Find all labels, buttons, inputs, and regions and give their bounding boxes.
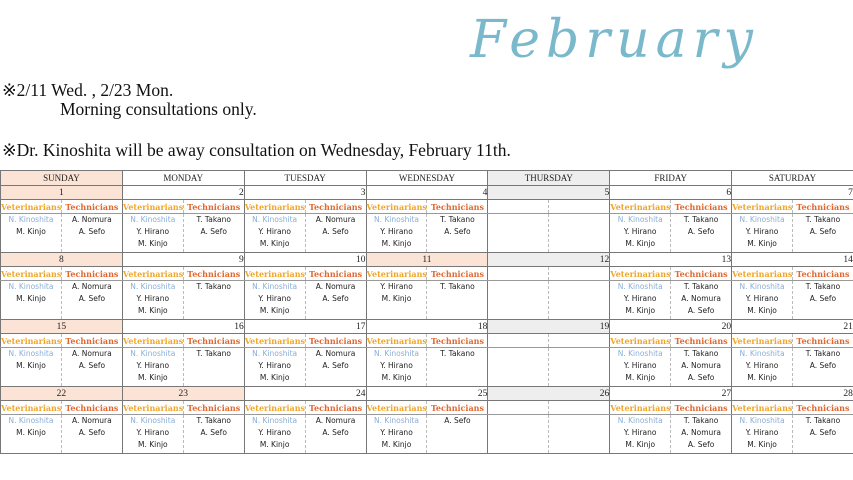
technicians-header: Technicians <box>793 267 853 281</box>
technician-list-21 <box>793 348 853 387</box>
technician-name: T. Takano <box>683 416 719 425</box>
veterinarians-header: Veterinarians <box>1 268 62 279</box>
date-number-14: 14 <box>732 253 853 267</box>
veterinarian-list-6 <box>610 214 671 253</box>
veterinarian-name: M. Kinjo <box>625 306 656 315</box>
veterinarian-name: N. Kinoshita <box>8 215 54 224</box>
veterinarians-header: Veterinarians <box>732 402 793 413</box>
technicians-header: Technicians <box>61 200 122 214</box>
technicians-header: Technicians <box>671 401 732 415</box>
technician-list-5 <box>549 214 610 253</box>
technician-list-7 <box>793 214 853 253</box>
veterinarian-name: Y. Hirano <box>745 428 779 437</box>
technician-list-20 <box>671 348 732 387</box>
technician-name: T. Takano <box>805 349 841 358</box>
veterinarian-name: M. Kinjo <box>16 428 46 437</box>
week-3-staff-row <box>1 348 853 387</box>
technicians-header: Technicians <box>671 334 732 348</box>
veterinarian-list-8 <box>1 281 62 320</box>
date-number-17: 17 <box>244 320 366 334</box>
technician-name: A. Sefo <box>687 373 715 382</box>
technician-list-8 <box>61 281 122 320</box>
veterinarian-list-16 <box>122 348 183 387</box>
veterinarian-name: Y. Hirano <box>136 294 170 303</box>
date-number-16: 16 <box>122 320 244 334</box>
veterinarian-name: Y. Hirano <box>136 361 170 370</box>
technician-list-10 <box>305 281 366 320</box>
veterinarian-name: M. Kinjo <box>16 361 46 370</box>
technician-name: A. Nomura <box>681 428 721 437</box>
veterinarians-header: Veterinarians <box>610 402 671 413</box>
technicians-header: Technicians <box>793 401 853 415</box>
veterinarian-name: Y. Hirano <box>380 227 413 236</box>
date-number-7: 7 <box>732 186 853 200</box>
veterinarians-header: Veterinarians <box>244 335 306 346</box>
technicians-header: Technicians <box>183 267 244 281</box>
technician-list-12 <box>549 281 610 320</box>
veterinarian-name: M. Kinjo <box>625 373 656 382</box>
veterinarian-list-2 <box>122 214 183 253</box>
veterinarian-list-21 <box>732 348 793 387</box>
notice-line-2: Morning consultations only. <box>60 99 257 119</box>
veterinarian-list-20 <box>610 348 671 387</box>
veterinarian-name: M. Kinjo <box>747 440 777 449</box>
technician-name: A. Sefo <box>322 294 349 303</box>
veterinarian-name: N. Kinoshita <box>739 349 785 358</box>
technician-name: A. Nomura <box>681 294 721 303</box>
veterinarian-list-4 <box>366 214 427 253</box>
technician-name: A. Sefo <box>78 428 106 437</box>
date-number-21: 21 <box>732 320 853 334</box>
technician-name: T. Takano <box>805 215 841 224</box>
date-number-18: 18 <box>366 320 488 334</box>
veterinarians-header: Veterinarians <box>1 201 62 212</box>
technician-list-18 <box>427 348 488 387</box>
veterinarian-list-1 <box>1 214 62 253</box>
week-2-role-header-row <box>1 267 853 281</box>
veterinarian-list-9 <box>122 281 183 320</box>
technician-name: A. Sefo <box>78 361 106 370</box>
veterinarian-name: N. Kinoshita <box>252 416 298 425</box>
role-header-empty <box>549 200 610 214</box>
technician-name: A. Sefo <box>78 227 106 236</box>
veterinarian-name: N. Kinoshita <box>373 215 419 224</box>
veterinarian-name: M. Kinjo <box>259 440 290 449</box>
week-4-staff-row <box>1 415 853 454</box>
date-number-3: 3 <box>244 186 366 200</box>
technician-name: T. Takano <box>683 282 719 291</box>
technician-list-26 <box>549 415 610 454</box>
veterinarians-header: Veterinarians <box>732 335 793 346</box>
veterinarian-list-24 <box>244 415 305 454</box>
veterinarians-header: Veterinarians <box>732 268 793 279</box>
date-number-22: 22 <box>1 387 123 401</box>
technicians-header: Technicians <box>427 267 488 281</box>
technician-name: T. Takano <box>440 215 475 224</box>
veterinarians-header: Veterinarians <box>1 335 62 346</box>
veterinarians-header: Veterinarians <box>1 402 62 413</box>
weekday-header-row <box>1 171 853 186</box>
veterinarian-name: M. Kinjo <box>259 373 290 382</box>
veterinarian-name: M. Kinjo <box>16 294 46 303</box>
technician-name: A. Nomura <box>681 361 721 370</box>
veterinarian-name: N. Kinoshita <box>130 282 176 291</box>
veterinarians-header: Veterinarians <box>122 402 184 413</box>
technician-list-15 <box>61 348 122 387</box>
technician-name: T. Takano <box>440 282 475 291</box>
veterinarian-name: Y. Hirano <box>380 361 413 370</box>
technician-name: A. Nomura <box>72 282 112 291</box>
technician-name: A. Sefo <box>809 294 837 303</box>
veterinarian-name: Y. Hirano <box>623 428 657 437</box>
role-header-empty <box>549 267 610 281</box>
veterinarian-list-7 <box>732 214 793 253</box>
technician-list-16 <box>183 348 244 387</box>
technicians-header: Technicians <box>61 401 122 415</box>
technician-list-2 <box>183 214 244 253</box>
veterinarian-name: N. Kinoshita <box>252 282 298 291</box>
veterinarian-name: Y. Hirano <box>623 294 657 303</box>
role-header-empty <box>549 401 610 415</box>
technician-list-6 <box>671 214 732 253</box>
weekday-thursday: THURSDAY <box>488 171 610 186</box>
technician-list-9 <box>183 281 244 320</box>
technicians-header: Technicians <box>793 200 853 214</box>
veterinarian-name: N. Kinoshita <box>130 416 176 425</box>
veterinarian-name: M. Kinjo <box>259 306 290 315</box>
veterinarians-header: Veterinarians <box>244 402 306 413</box>
veterinarian-list-5 <box>488 214 549 253</box>
technician-name: A. Sefo <box>687 440 715 449</box>
technician-list-17 <box>305 348 366 387</box>
technician-name: A. Sefo <box>444 227 471 236</box>
weekday-tuesday: TUESDAY <box>244 171 366 186</box>
technician-name: T. Takano <box>805 282 841 291</box>
veterinarians-header: Veterinarians <box>732 201 793 212</box>
technician-name: A. Sefo <box>809 227 837 236</box>
veterinarian-name: N. Kinoshita <box>617 282 663 291</box>
veterinarians-header: Veterinarians <box>366 402 427 413</box>
veterinarians-header: Veterinarians <box>610 335 671 346</box>
technician-list-24 <box>305 415 366 454</box>
technicians-header: Technicians <box>793 334 853 348</box>
week-2-staff-row <box>1 281 853 320</box>
veterinarian-name: Y. Hirano <box>136 428 170 437</box>
veterinarian-name: Y. Hirano <box>745 294 779 303</box>
technician-name: A. Sefo <box>322 361 349 370</box>
veterinarian-name: Y. Hirano <box>380 282 413 291</box>
technician-name: A. Sefo <box>78 294 106 303</box>
week-2-date-row <box>1 253 853 267</box>
technician-name: T. Takano <box>683 215 719 224</box>
date-number-25: 25 <box>366 387 488 401</box>
technician-name: A. Nomura <box>72 215 112 224</box>
technician-name: A. Nomura <box>72 416 112 425</box>
technician-name: A. Sefo <box>687 227 715 236</box>
date-number-20: 20 <box>610 320 732 334</box>
veterinarian-list-22 <box>1 415 62 454</box>
weekday-sunday: SUNDAY <box>1 171 123 186</box>
veterinarian-name: N. Kinoshita <box>252 215 298 224</box>
technician-name: A. Nomura <box>315 215 356 224</box>
veterinarian-list-10 <box>244 281 305 320</box>
veterinarians-header: Veterinarians <box>244 201 306 212</box>
veterinarian-name: Y. Hirano <box>745 227 779 236</box>
veterinarian-list-28 <box>732 415 793 454</box>
technician-name: A. Sefo <box>444 416 471 425</box>
technicians-header: Technicians <box>305 200 366 214</box>
date-number-19: 19 <box>488 320 610 334</box>
technician-list-25 <box>427 415 488 454</box>
role-header-empty <box>488 334 549 348</box>
technician-list-27 <box>671 415 732 454</box>
veterinarian-name: M. Kinjo <box>381 440 412 449</box>
week-3-date-row <box>1 320 853 334</box>
veterinarian-list-3 <box>244 214 305 253</box>
technician-name: A. Nomura <box>72 349 112 358</box>
technician-list-19 <box>549 348 610 387</box>
technician-name: A. Sefo <box>322 227 349 236</box>
veterinarian-name: N. Kinoshita <box>8 349 54 358</box>
veterinarian-name: M. Kinjo <box>137 440 168 449</box>
veterinarian-name: N. Kinoshita <box>8 282 54 291</box>
technicians-header: Technicians <box>305 401 366 415</box>
veterinarian-name: M. Kinjo <box>381 373 412 382</box>
technicians-header: Technicians <box>671 267 732 281</box>
veterinarians-header: Veterinarians <box>366 201 427 212</box>
veterinarian-list-27 <box>610 415 671 454</box>
technicians-header: Technicians <box>427 200 488 214</box>
veterinarians-header: Veterinarians <box>610 268 671 279</box>
veterinarian-name: M. Kinjo <box>747 373 777 382</box>
technicians-header: Technicians <box>427 401 488 415</box>
role-header-empty <box>549 334 610 348</box>
technician-name: A. Sefo <box>322 428 349 437</box>
veterinarian-name: N. Kinoshita <box>739 215 785 224</box>
veterinarian-name: N. Kinoshita <box>739 416 785 425</box>
weekday-wednesday: WEDNESDAY <box>366 171 488 186</box>
veterinarian-name: M. Kinjo <box>16 227 46 236</box>
date-number-11: 11 <box>366 253 488 267</box>
date-number-15: 15 <box>1 320 123 334</box>
veterinarian-name: N. Kinoshita <box>130 349 176 358</box>
technician-list-1 <box>61 214 122 253</box>
veterinarian-list-15 <box>1 348 62 387</box>
technician-list-11 <box>427 281 488 320</box>
technicians-header: Technicians <box>305 334 366 348</box>
week-1-role-header-row <box>1 200 853 214</box>
veterinarians-header: Veterinarians <box>122 335 184 346</box>
veterinarian-name: M. Kinjo <box>625 440 656 449</box>
veterinarian-list-14 <box>732 281 793 320</box>
week-3-role-header-row <box>1 334 853 348</box>
technician-name: A. Sefo <box>809 361 837 370</box>
date-number-4: 4 <box>366 186 488 200</box>
notice-line-3: ※Dr. Kinoshita will be away consultation on Wednesday, February 11th. <box>2 140 511 160</box>
technicians-header: Technicians <box>305 267 366 281</box>
technicians-header: Technicians <box>671 200 732 214</box>
date-number-1: 1 <box>1 186 123 200</box>
technician-name: A. Sefo <box>200 428 227 437</box>
veterinarians-header: Veterinarians <box>610 201 671 212</box>
week-1-date-row <box>1 186 853 200</box>
technician-name: T. Takano <box>196 282 231 291</box>
veterinarians-header: Veterinarians <box>122 268 184 279</box>
date-number-13: 13 <box>610 253 732 267</box>
veterinarian-name: M. Kinjo <box>747 239 777 248</box>
veterinarian-list-25 <box>366 415 427 454</box>
veterinarians-header: Veterinarians <box>366 335 427 346</box>
veterinarian-name: Y. Hirano <box>258 227 291 236</box>
technicians-header: Technicians <box>61 334 122 348</box>
veterinarian-name: Y. Hirano <box>745 361 779 370</box>
technician-name: T. Takano <box>196 349 231 358</box>
date-number-27: 27 <box>610 387 732 401</box>
veterinarian-name: M. Kinjo <box>259 239 290 248</box>
role-header-empty <box>488 401 549 415</box>
veterinarian-name: Y. Hirano <box>136 227 170 236</box>
role-header-empty <box>488 200 549 214</box>
technician-name: T. Takano <box>196 416 231 425</box>
veterinarian-list-13 <box>610 281 671 320</box>
veterinarian-name: Y. Hirano <box>258 294 291 303</box>
weekday-saturday: SATURDAY <box>732 171 853 186</box>
veterinarian-name: Y. Hirano <box>258 428 291 437</box>
technician-name: A. Nomura <box>315 349 356 358</box>
technician-list-22 <box>61 415 122 454</box>
technician-name: A. Sefo <box>200 227 227 236</box>
veterinarian-name: N. Kinoshita <box>617 215 663 224</box>
weekday-friday: FRIDAY <box>610 171 732 186</box>
week-4-role-header-row <box>1 401 853 415</box>
date-number-10: 10 <box>244 253 366 267</box>
veterinarians-header: Veterinarians <box>244 268 306 279</box>
date-number-12: 12 <box>488 253 610 267</box>
veterinarian-list-17 <box>244 348 305 387</box>
veterinarian-list-19 <box>488 348 549 387</box>
veterinarian-name: M. Kinjo <box>381 294 412 303</box>
veterinarian-name: N. Kinoshita <box>130 215 176 224</box>
veterinarian-name: N. Kinoshita <box>8 416 54 425</box>
veterinarian-name: Y. Hirano <box>380 428 413 437</box>
veterinarian-name: M. Kinjo <box>747 306 777 315</box>
technician-list-14 <box>793 281 853 320</box>
veterinarians-header: Veterinarians <box>366 268 427 279</box>
veterinarian-name: Y. Hirano <box>623 361 657 370</box>
veterinarian-name: M. Kinjo <box>137 239 168 248</box>
technician-name: A. Sefo <box>687 306 715 315</box>
technicians-header: Technicians <box>183 200 244 214</box>
technician-list-4 <box>427 214 488 253</box>
technician-name: A. Nomura <box>315 416 356 425</box>
date-number-5: 5 <box>488 186 610 200</box>
veterinarian-name: N. Kinoshita <box>617 349 663 358</box>
veterinarians-header: Veterinarians <box>122 201 184 212</box>
veterinarian-list-11 <box>366 281 427 320</box>
technician-name: A. Nomura <box>315 282 356 291</box>
veterinarian-list-23 <box>122 415 183 454</box>
weekday-monday: MONDAY <box>122 171 244 186</box>
date-number-24: 24 <box>244 387 366 401</box>
date-number-8: 8 <box>1 253 123 267</box>
technician-list-23 <box>183 415 244 454</box>
technicians-header: Technicians <box>183 334 244 348</box>
veterinarian-name: M. Kinjo <box>381 239 412 248</box>
veterinarian-name: Y. Hirano <box>258 361 291 370</box>
week-1-staff-row <box>1 214 853 253</box>
date-number-28: 28 <box>732 387 853 401</box>
technician-name: A. Sefo <box>809 428 837 437</box>
veterinarian-name: Y. Hirano <box>623 227 657 236</box>
schedule-calendar <box>0 170 853 454</box>
technician-name: T. Takano <box>440 349 475 358</box>
veterinarian-name: N. Kinoshita <box>252 349 298 358</box>
veterinarian-name: N. Kinoshita <box>739 282 785 291</box>
veterinarian-name: M. Kinjo <box>137 306 168 315</box>
veterinarian-name: N. Kinoshita <box>373 416 419 425</box>
technician-list-28 <box>793 415 853 454</box>
technician-name: T. Takano <box>683 349 719 358</box>
date-number-23: 23 <box>122 387 244 401</box>
date-number-26: 26 <box>488 387 610 401</box>
veterinarian-name: M. Kinjo <box>625 239 656 248</box>
date-number-6: 6 <box>610 186 732 200</box>
technicians-header: Technicians <box>183 401 244 415</box>
veterinarian-name: N. Kinoshita <box>373 349 419 358</box>
veterinarian-list-26 <box>488 415 549 454</box>
veterinarian-name: N. Kinoshita <box>617 416 663 425</box>
veterinarian-name: M. Kinjo <box>137 373 168 382</box>
technician-list-3 <box>305 214 366 253</box>
technician-name: T. Takano <box>196 215 231 224</box>
technician-name: T. Takano <box>805 416 841 425</box>
technician-list-13 <box>671 281 732 320</box>
technicians-header: Technicians <box>427 334 488 348</box>
date-number-9: 9 <box>122 253 244 267</box>
role-header-empty <box>488 267 549 281</box>
notice-line-1: ※2/11 Wed. , 2/23 Mon. <box>2 80 174 100</box>
veterinarian-list-18 <box>366 348 427 387</box>
technicians-header: Technicians <box>61 267 122 281</box>
date-number-2: 2 <box>122 186 244 200</box>
veterinarian-list-12 <box>488 281 549 320</box>
week-4-date-row <box>1 387 853 401</box>
month-title: February <box>470 10 759 70</box>
